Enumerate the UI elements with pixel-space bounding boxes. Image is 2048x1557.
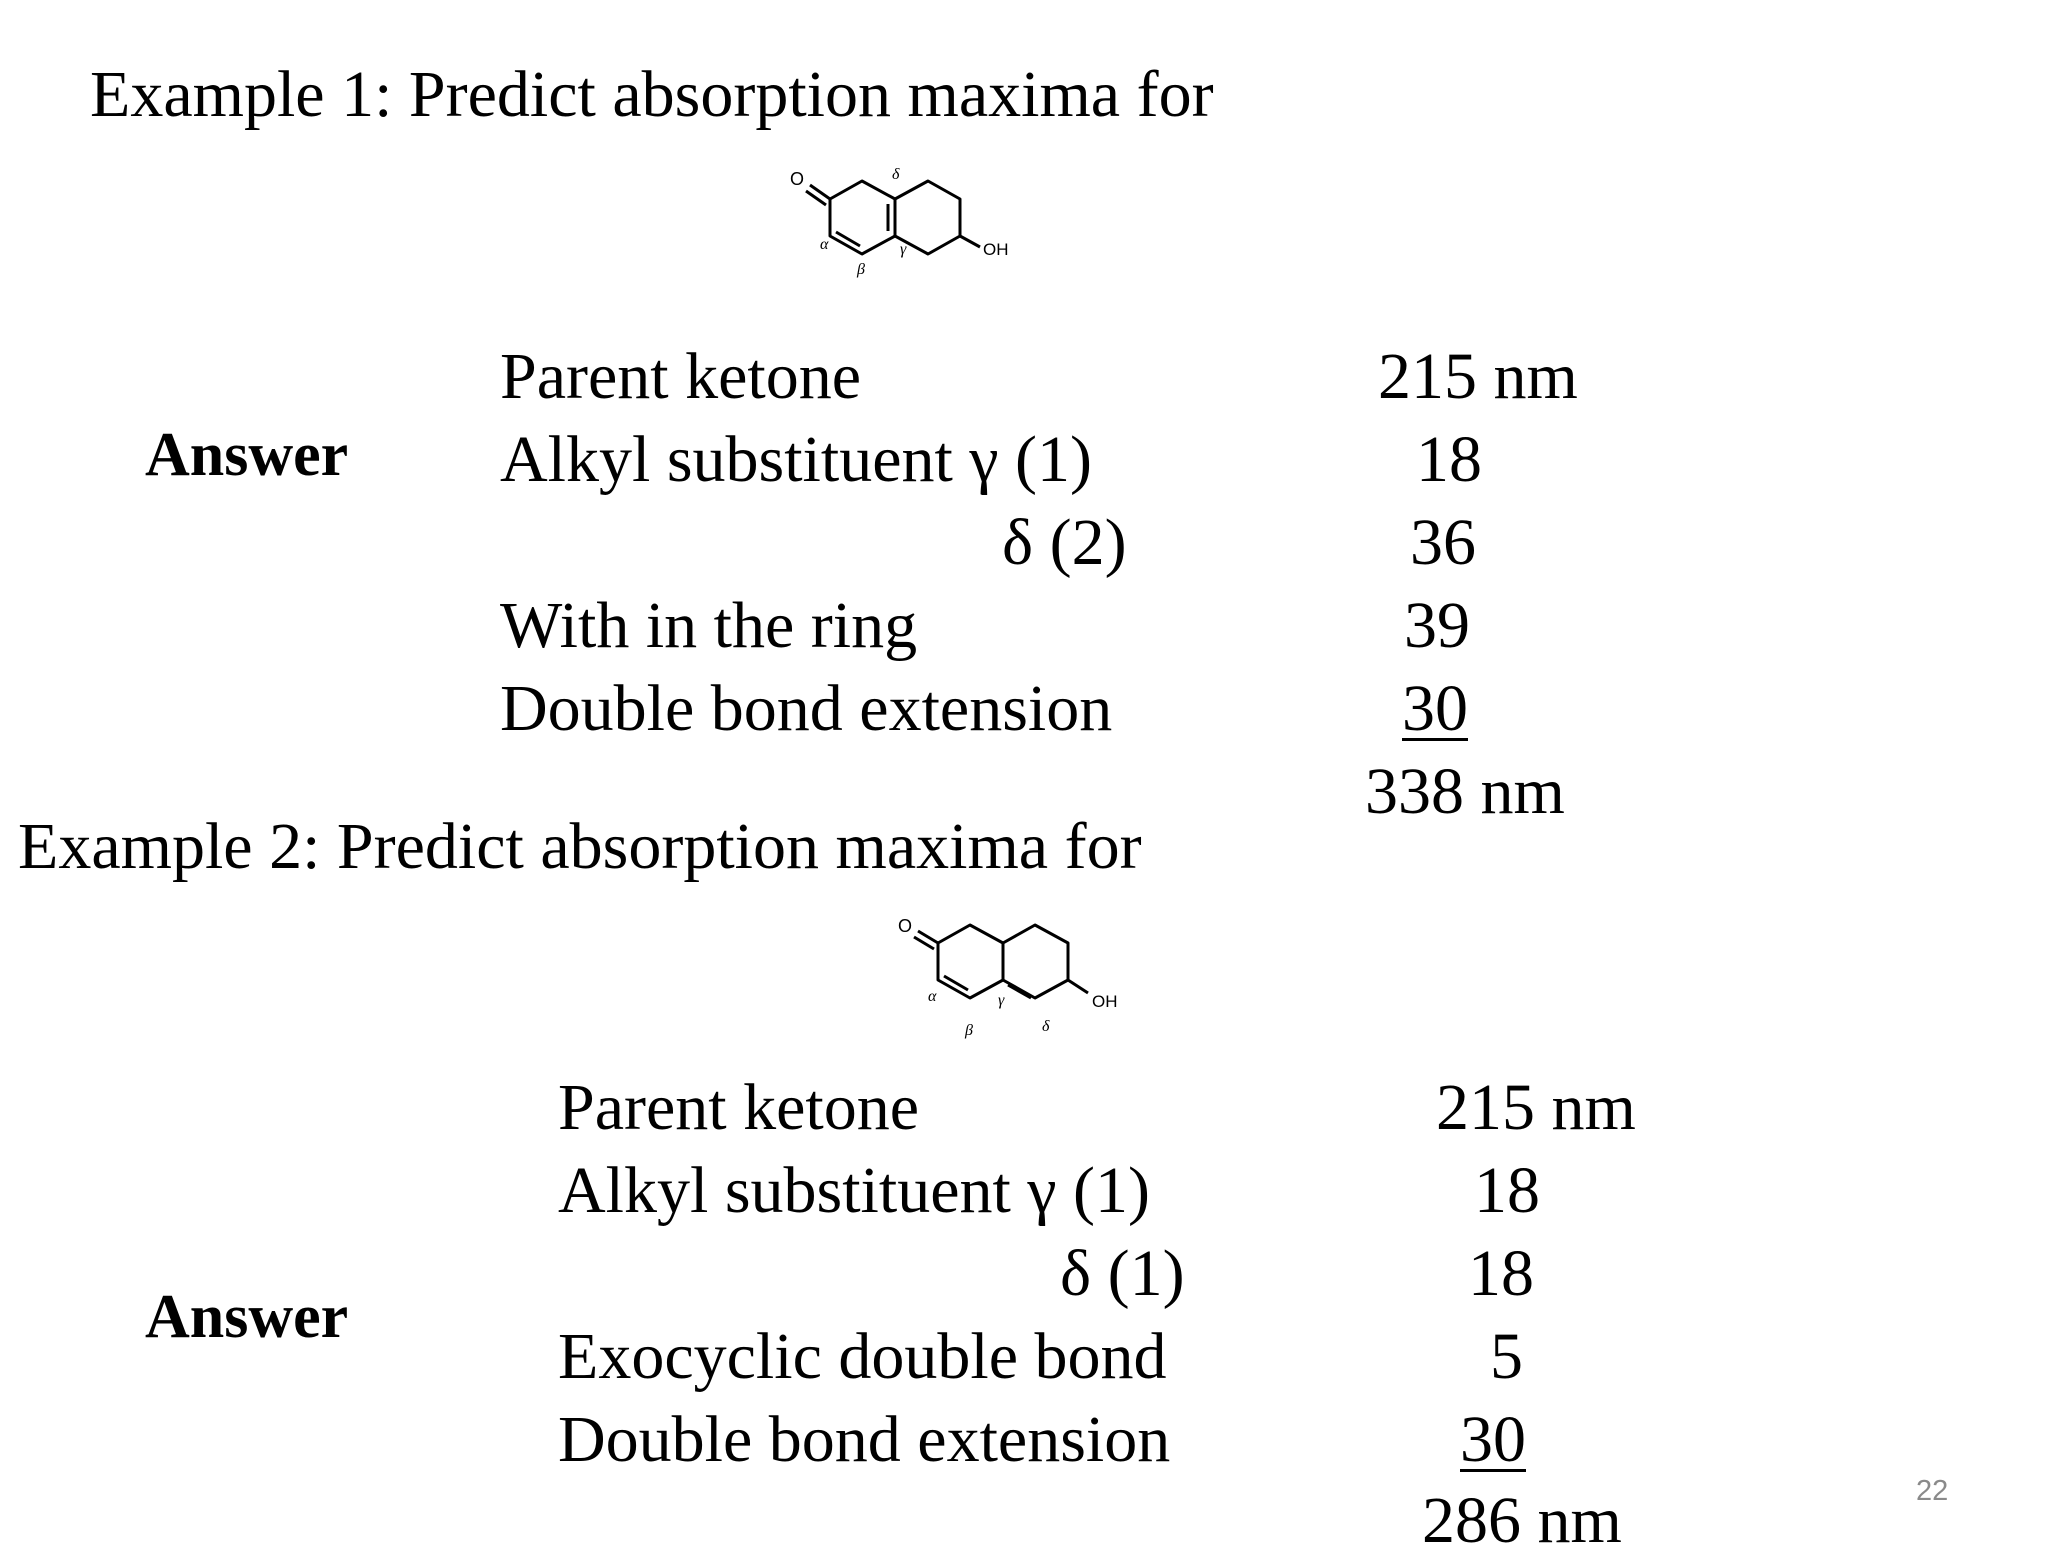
example2-beta-label: β [965,1022,973,1039]
example1-row-label: δ (2) [1002,506,1127,579]
example1-row-label: With in the ring [500,589,918,662]
example1-row-label: Alkyl substituent γ (1) [500,423,1092,496]
example2-row-label: Parent ketone [558,1071,920,1144]
example2-alpha-label: α [928,988,937,1005]
example1-row-label: Double bond extension [500,672,1113,745]
example2-row-value: 5 [1490,1320,1523,1393]
example2-oxygen-atom: O [898,916,913,936]
example2-delta-label: δ [1042,1018,1050,1035]
example1-alpha-label: α [820,236,829,253]
example2-total: 286 nm [1422,1484,1622,1557]
example2-hydroxyl-group: OH [1092,992,1118,1011]
example1-row-label: Parent ketone [500,340,862,413]
page-number: 22 [1916,1475,1949,1507]
example1-beta-label: β [857,261,865,278]
example1-total: 338 nm [1365,755,1565,828]
example2-title: Example 2: Predict absorption maxima for [18,810,1142,883]
example1-row-value: 18 [1416,423,1482,496]
example1-structure-diagram [780,155,1080,305]
example2-answer-label: Answer [145,1283,349,1351]
example1-hydroxyl-group: OH [983,240,1009,259]
example1-row-value: 39 [1404,589,1470,662]
example2-structure-diagram [870,905,1170,1055]
example2-row-value: 30 [1460,1403,1526,1476]
example2-row-label: Exocyclic double bond [558,1320,1167,1393]
example1-title: Example 1: Predict absorption maxima for [90,58,1214,131]
example1-row-value: 215 nm [1378,340,1578,413]
example2-row-value: 18 [1474,1154,1540,1227]
example2-row-label: Double bond extension [558,1403,1171,1476]
example2-row-value: 215 nm [1436,1071,1636,1144]
example1-oxygen-atom: O [790,169,805,189]
example1-answer-label: Answer [145,421,349,489]
example2-row-label: δ (1) [1060,1237,1185,1310]
example1-gamma-label: γ [900,241,907,258]
example1-row-value: 30 [1402,672,1468,745]
example1-row-value: 36 [1410,506,1476,579]
example2-row-label: Alkyl substituent γ (1) [558,1154,1150,1227]
example2-gamma-label: γ [998,992,1005,1009]
example2-row-value: 18 [1468,1237,1534,1310]
example1-delta-label: δ [892,166,900,183]
